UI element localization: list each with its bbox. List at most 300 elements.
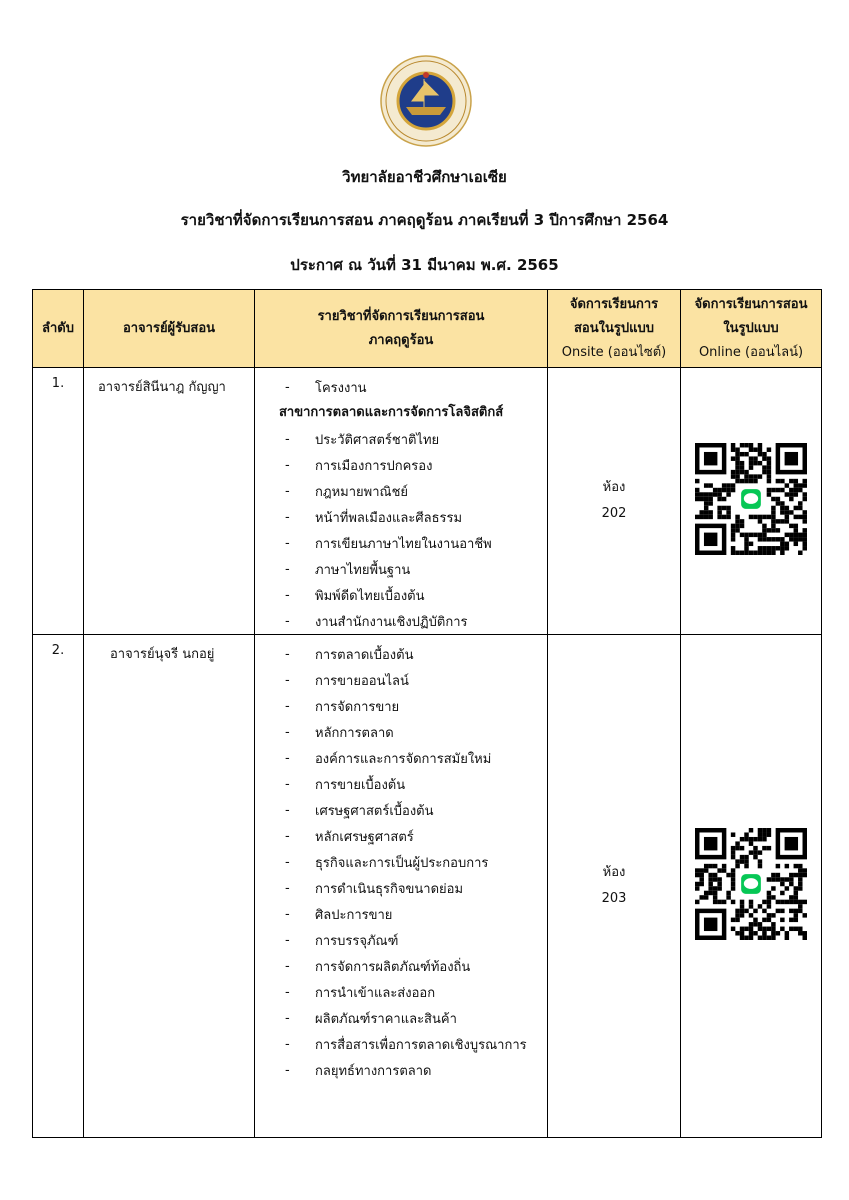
qr-module [794, 864, 798, 868]
qr-module [803, 479, 807, 483]
qr-module [767, 927, 771, 931]
qr-module [735, 456, 739, 460]
qr-module [740, 452, 744, 456]
qr-module [699, 515, 703, 519]
qr-module [762, 832, 766, 836]
document-title: รายวิชาที่จัดการเรียนการสอน ภาคฤดูร้อน ภาคเรียนที่ 3 ปีการศึกษา 2564 [180, 211, 669, 229]
qr-module [753, 846, 757, 850]
qr-module [749, 837, 753, 841]
subject-name: การขายเบื้องต้น [315, 777, 406, 793]
qr-module [749, 913, 753, 917]
qr-module [704, 895, 708, 899]
qr-module [798, 873, 802, 877]
qr-module [771, 931, 775, 935]
qr-module [731, 528, 735, 532]
qr-module [758, 551, 762, 555]
table-row [33, 368, 822, 635]
qr-module [695, 497, 699, 501]
qr-module [762, 837, 766, 841]
subject-name: ธุรกิจและการเป็นผู้ประกอบการ [315, 855, 489, 871]
qr-module [699, 882, 703, 886]
list-item [255, 504, 547, 530]
qr-module [749, 900, 753, 904]
qr-module [794, 886, 798, 890]
qr-module [762, 452, 766, 456]
qr-module [717, 900, 721, 904]
qr-module [731, 488, 735, 492]
qr-module [785, 510, 789, 514]
qr-module [785, 864, 789, 868]
qr-module [744, 551, 748, 555]
qr-module [794, 524, 798, 528]
qr-module [749, 551, 753, 555]
qr-module [695, 882, 699, 886]
qr-module [803, 868, 807, 872]
qr-module [798, 882, 802, 886]
qr-module [776, 537, 780, 541]
qr-module [726, 510, 730, 514]
qr-module [717, 506, 721, 510]
qr-module [798, 506, 802, 510]
bullet-dash: - [285, 483, 290, 499]
qr-module [740, 519, 744, 523]
qr-module [776, 931, 780, 935]
qr-module [771, 515, 775, 519]
qr-module [735, 551, 739, 555]
qr-module [776, 900, 780, 904]
qr-module [735, 931, 739, 935]
qr-finder-inner [704, 452, 717, 465]
qr-module [731, 533, 735, 537]
qr-module [704, 506, 708, 510]
qr-module [798, 909, 802, 913]
qr-module [767, 832, 771, 836]
qr-module [785, 506, 789, 510]
qr-module [780, 479, 784, 483]
qr-module [708, 877, 712, 881]
qr-module [744, 443, 748, 447]
qr-module [758, 904, 762, 908]
bullet-dash: - [285, 984, 290, 1000]
qr-module [785, 533, 789, 537]
qr-module [785, 492, 789, 496]
subject-name: ศิลปะการขาย [315, 907, 393, 923]
qr-module [726, 873, 730, 877]
qr-module [758, 537, 762, 541]
qr-module [798, 501, 802, 505]
qr-module [722, 483, 726, 487]
qr-module [767, 918, 771, 922]
qr-module [771, 936, 775, 940]
subject-name: การเขียนภาษาไทยในงานอาชีพ [315, 536, 492, 552]
qr-module [794, 909, 798, 913]
qr-module [704, 510, 708, 514]
qr-module [776, 479, 780, 483]
room-number: 202 [601, 506, 627, 521]
line-bubble [744, 878, 758, 889]
qr-module [758, 828, 762, 832]
qr-finder-inner [704, 533, 717, 546]
qr-module [785, 936, 789, 940]
bullet-dash: - [285, 724, 290, 740]
qr-module [758, 864, 762, 868]
qr-module [731, 483, 735, 487]
qr-module [708, 483, 712, 487]
qr-module [758, 474, 762, 478]
qr-module [731, 832, 735, 836]
qr-module [717, 868, 721, 872]
qr-module [708, 492, 712, 496]
qr-module [753, 837, 757, 841]
qr-module [798, 904, 802, 908]
qr-finder-inner [785, 452, 798, 465]
list-item [255, 849, 547, 875]
bullet-dash: - [285, 587, 290, 603]
qr-module [780, 519, 784, 523]
qr-module [713, 877, 717, 881]
qr-module [744, 537, 748, 541]
qr-module [762, 524, 766, 528]
header-subjects [255, 290, 548, 368]
qr-module [798, 551, 802, 555]
subject-name: เศรษฐศาสตร์เบื้องต้น [315, 803, 434, 819]
qr-module [780, 909, 784, 913]
qr-module [749, 922, 753, 926]
qr-module [803, 873, 807, 877]
qr-module [789, 918, 793, 922]
qr-module [767, 447, 771, 451]
qr-module [753, 551, 757, 555]
qr-module [749, 542, 753, 546]
qr-module [735, 474, 739, 478]
qr-module [762, 533, 766, 537]
qr-module [731, 873, 735, 877]
onsite-room [548, 368, 681, 635]
qr-module [789, 488, 793, 492]
qr-module [794, 873, 798, 877]
qr-module [794, 891, 798, 895]
qr-module [762, 470, 766, 474]
room-number: 203 [601, 891, 627, 906]
qr-module [726, 515, 730, 519]
qr-module [731, 886, 735, 890]
subject-list [255, 635, 548, 1138]
qr-module [731, 846, 735, 850]
qr-module [776, 519, 780, 523]
qr-module [803, 510, 807, 514]
qr-module [780, 891, 784, 895]
qr-module [803, 528, 807, 532]
qr-module [762, 456, 766, 460]
teacher-name: อาจารย์สินีนาฎ กัญญา [84, 368, 255, 635]
qr-module [753, 461, 757, 465]
qr-module [708, 891, 712, 895]
qr-module [731, 447, 735, 451]
qr-module [803, 537, 807, 541]
qr-module [762, 927, 766, 931]
bullet-dash: - [285, 1036, 290, 1052]
qr-module [713, 886, 717, 890]
qr-module [758, 936, 762, 940]
qr-module [803, 515, 807, 519]
qr-module [695, 900, 699, 904]
qr-module [695, 488, 699, 492]
qr-module [803, 542, 807, 546]
list-item [255, 374, 547, 400]
qr-module [731, 443, 735, 447]
header-teacher: อาจารย์ผู้รับสอน [84, 290, 255, 368]
list-item [255, 745, 547, 771]
qr-module [731, 546, 735, 550]
qr-module [771, 922, 775, 926]
qr-module [803, 533, 807, 537]
qr-module [744, 479, 748, 483]
qr-module [798, 533, 802, 537]
qr-module [776, 501, 780, 505]
qr-module [762, 900, 766, 904]
qr-module [740, 936, 744, 940]
qr-module [758, 461, 762, 465]
qr-module [767, 488, 771, 492]
bullet-dash: - [285, 457, 290, 473]
qr-module [735, 524, 739, 528]
qr-module [785, 483, 789, 487]
qr-module [740, 837, 744, 841]
qr-module [708, 497, 712, 501]
qr-module [767, 492, 771, 496]
qr-module [749, 927, 753, 931]
qr-module [731, 877, 735, 881]
qr-module [803, 492, 807, 496]
qr-module [758, 533, 762, 537]
list-item [255, 953, 547, 979]
subject-name: องค์การและการจัดการสมัยใหม่ [315, 751, 492, 767]
list-item [255, 901, 547, 927]
qr-module [767, 546, 771, 550]
list-item [255, 582, 547, 608]
qr-module [771, 537, 775, 541]
subject-name: การนำเข้าและส่งออก [315, 985, 436, 1001]
qr-module [776, 497, 780, 501]
bullet-dash: - [285, 906, 290, 922]
qr-module [771, 519, 775, 523]
qr-module [785, 519, 789, 523]
qr-module [776, 864, 780, 868]
list-item [255, 1057, 547, 1083]
bullet-dash: - [285, 379, 290, 395]
qr-module [767, 528, 771, 532]
qr-module [744, 533, 748, 537]
qr-module [740, 855, 744, 859]
qr-module [731, 537, 735, 541]
line-qr-code-icon[interactable] [695, 828, 807, 940]
qr-module [762, 828, 766, 832]
qr-module [758, 519, 762, 523]
qr-module [722, 864, 726, 868]
qr-module [704, 891, 708, 895]
qr-module [704, 515, 708, 519]
qr-module [758, 837, 762, 841]
subject-name: การตลาดเบื้องต้น [315, 647, 414, 663]
qr-module [744, 855, 748, 859]
bullet-dash: - [285, 535, 290, 551]
qr-module [762, 528, 766, 532]
qr-module [699, 877, 703, 881]
qr-module [785, 931, 789, 935]
qr-module [789, 927, 793, 931]
list-item [255, 979, 547, 1005]
qr-module [794, 483, 798, 487]
qr-module [789, 909, 793, 913]
qr-module [717, 882, 721, 886]
subject-name: พิมพ์ดีดไทยเบื้องต้น [315, 588, 425, 604]
qr-module [767, 515, 771, 519]
institution-name: วิทยาลัยอาชีวศึกษาเอเซีย [342, 168, 507, 186]
qr-module [771, 895, 775, 899]
subject-name: หน้าที่พลเมืองและศีลธรรม [315, 510, 463, 526]
qr-module [798, 900, 802, 904]
qr-module [767, 474, 771, 478]
qr-module [708, 501, 712, 505]
qr-module [758, 452, 762, 456]
qr-module [749, 828, 753, 832]
qr-module [767, 461, 771, 465]
table-header-row [33, 290, 822, 368]
qr-module [771, 873, 775, 877]
qr-module [699, 868, 703, 872]
course-schedule-table [32, 289, 822, 1138]
qr-module [753, 855, 757, 859]
qr-module [713, 492, 717, 496]
qr-module [798, 488, 802, 492]
bullet-dash: - [285, 828, 290, 844]
qr-module [708, 882, 712, 886]
list-item [255, 667, 547, 693]
line-bubble [744, 493, 758, 504]
qr-module [740, 443, 744, 447]
qr-module [740, 461, 744, 465]
qr-module [717, 515, 721, 519]
qr-module [789, 510, 793, 514]
qr-module [699, 510, 703, 514]
qr-module [767, 936, 771, 940]
qr-module [789, 895, 793, 899]
bullet-dash: - [285, 932, 290, 948]
list-item [255, 693, 547, 719]
bullet-dash: - [285, 802, 290, 818]
qr-module [803, 913, 807, 917]
qr-module [753, 533, 757, 537]
qr-module [798, 877, 802, 881]
qr-module [789, 492, 793, 496]
bullet-dash: - [285, 646, 290, 662]
qr-module [785, 546, 789, 550]
qr-module [780, 488, 784, 492]
qr-module [695, 515, 699, 519]
qr-module [780, 900, 784, 904]
list-item [255, 1005, 547, 1031]
qr-module [740, 859, 744, 863]
qr-module [758, 447, 762, 451]
qr-module [767, 877, 771, 881]
header-onsite-line1: จัดการเรียนการ [569, 296, 659, 312]
qr-module [771, 877, 775, 881]
list-item [255, 927, 547, 953]
qr-module [803, 497, 807, 501]
qr-module [758, 443, 762, 447]
header-online-line1: จัดการเรียนการสอน [694, 296, 808, 312]
qr-module [785, 515, 789, 519]
qr-module [722, 515, 726, 519]
qr-module [753, 850, 757, 854]
qr-module [767, 891, 771, 895]
bullet-dash: - [285, 698, 290, 714]
qr-module [753, 479, 757, 483]
list-item [255, 478, 547, 504]
qr-module [740, 479, 744, 483]
qr-module [749, 904, 753, 908]
subject-name: กลยุทธ์ทางการตลาด [315, 1063, 432, 1079]
qr-module [740, 470, 744, 474]
qr-module [780, 551, 784, 555]
list-item [255, 823, 547, 849]
qr-module [758, 850, 762, 854]
qr-module [713, 900, 717, 904]
qr-module [753, 474, 757, 478]
qr-module [731, 474, 735, 478]
line-qr-code-icon[interactable] [695, 443, 807, 555]
qr-module [785, 886, 789, 890]
qr-module [740, 846, 744, 850]
qr-module [735, 528, 739, 532]
bullet-dash: - [285, 854, 290, 870]
qr-module [744, 909, 748, 913]
qr-module [794, 927, 798, 931]
qr-module [776, 546, 780, 550]
bullet-dash: - [285, 431, 290, 447]
qr-module [740, 909, 744, 913]
subject-name: หลักเศรษฐศาสตร์ [315, 829, 414, 845]
qr-module [798, 515, 802, 519]
qr-module [771, 506, 775, 510]
qr-module [753, 922, 757, 926]
qr-module [758, 922, 762, 926]
qr-module [731, 868, 735, 872]
qr-module [708, 510, 712, 514]
qr-module [758, 927, 762, 931]
qr-module [794, 913, 798, 917]
qr-module [731, 524, 735, 528]
qr-module [735, 461, 739, 465]
bullet-dash: - [285, 1062, 290, 1078]
qr-module [704, 501, 708, 505]
qr-module [771, 488, 775, 492]
qr-module [753, 447, 757, 451]
onsite-room [548, 635, 681, 1138]
qr-module [744, 837, 748, 841]
qr-module [767, 895, 771, 899]
qr-module [776, 873, 780, 877]
qr-module [794, 488, 798, 492]
qr-module [713, 864, 717, 868]
qr-module [798, 931, 802, 935]
qr-module [789, 524, 793, 528]
qr-module [794, 479, 798, 483]
qr-module [771, 546, 775, 550]
qr-module [726, 488, 730, 492]
qr-module [695, 868, 699, 872]
subject-name: การจัดการขาย [315, 699, 400, 715]
